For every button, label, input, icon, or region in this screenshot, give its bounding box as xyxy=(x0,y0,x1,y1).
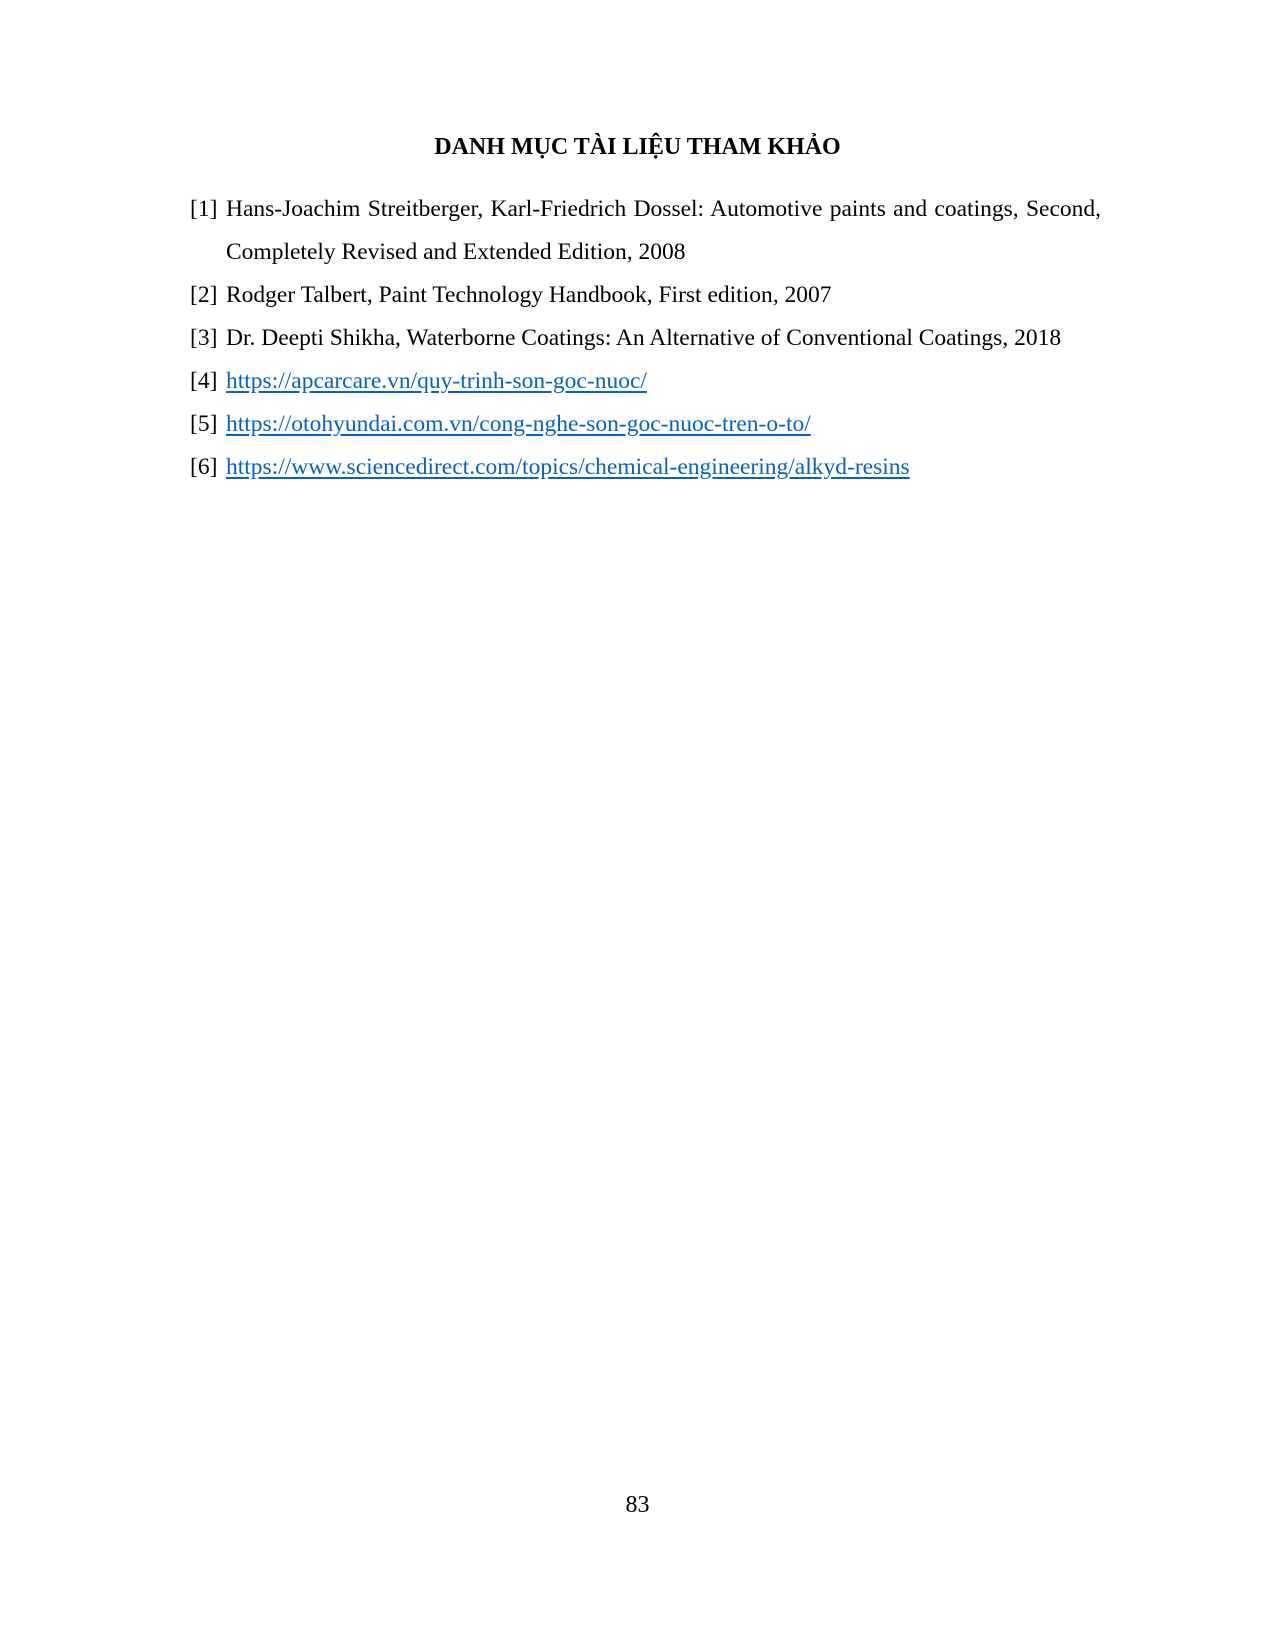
reference-link[interactable]: https://apcarcare.vn/quy-trinh-son-goc-nuoc/ xyxy=(226,368,647,394)
reference-text: Hans-Joachim Streitberger, Karl-Friedrich Dossel: Automotive paints and coatings, Second, Completely Revised and Extended Edition, 2008 xyxy=(226,196,1101,265)
reference-item-4 xyxy=(190,360,1101,403)
reference-text: Dr. Deepti Shikha, Waterborne Coatings: An Alternative of Conventional Coatings, 2018 xyxy=(226,325,1062,351)
reference-link[interactable]: https://www.sciencedirect.com/topics/chemical-engineering/alkyd-resins xyxy=(226,454,910,480)
page-title: DANH MỤC TÀI LIỆU THAM KHẢO xyxy=(434,134,841,160)
reference-number: [6] xyxy=(190,454,218,480)
reference-item-5 xyxy=(190,403,1101,446)
page-number: 83 xyxy=(625,1492,650,1518)
reference-item-2 xyxy=(190,274,1101,317)
reference-item-1 xyxy=(190,188,1101,274)
reference-number: [5] xyxy=(190,411,218,437)
reference-number: [3] xyxy=(190,325,218,351)
reference-link[interactable]: https://otohyundai.com.vn/cong-nghe-son-goc-nuoc-tren-o-to/ xyxy=(226,411,811,437)
reference-item-3 xyxy=(190,317,1101,360)
reference-number: [2] xyxy=(190,282,218,308)
reference-number: [4] xyxy=(190,368,218,394)
reference-list xyxy=(190,188,1101,489)
reference-text: Rodger Talbert, Paint Technology Handbook, First edition, 2007 xyxy=(226,282,832,308)
reference-item-6 xyxy=(190,446,1101,489)
reference-number: [1] xyxy=(190,196,218,222)
